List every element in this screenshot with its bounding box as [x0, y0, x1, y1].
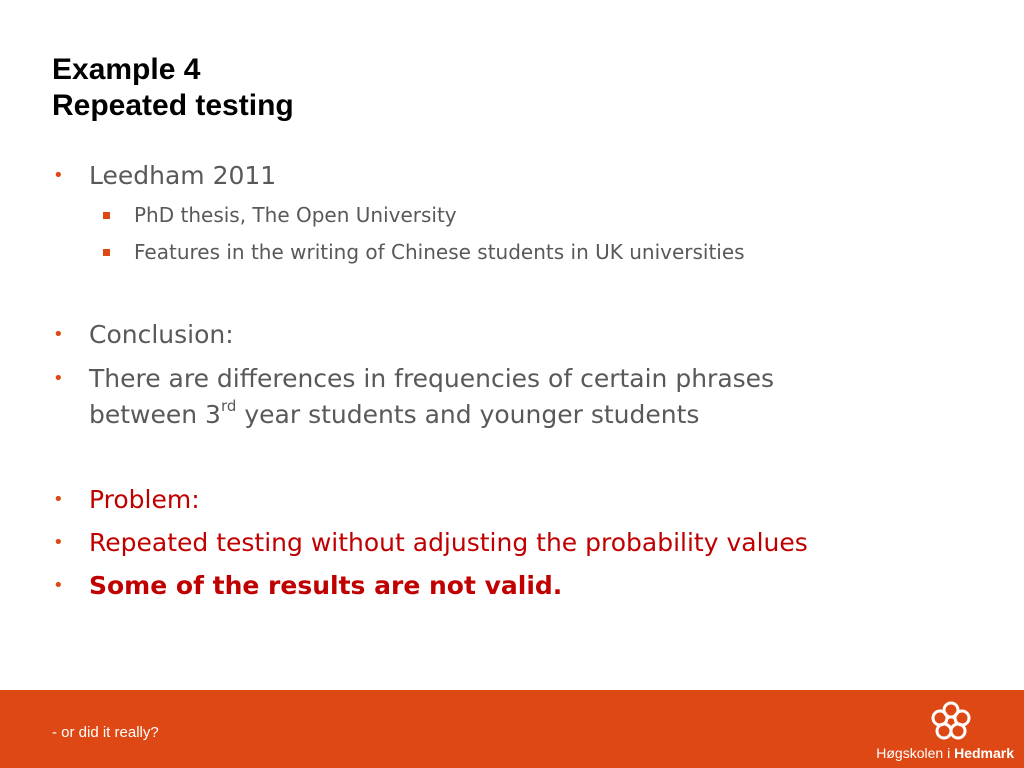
problem-text: Repeated testing without adjusting the probability values: [89, 528, 808, 557]
bullet-source-text: Leedham 2011: [89, 161, 277, 190]
ordinal-suffix: rd: [220, 396, 237, 415]
footer-bar: [0, 690, 1024, 768]
bullet-dot: •: [53, 165, 64, 186]
bullet-dot: •: [53, 489, 64, 510]
sub-bullet-thesis-text: PhD thesis, The Open University: [134, 203, 457, 227]
conclusion-text: [89, 361, 969, 433]
bullet-dot: •: [53, 575, 64, 596]
slide-title-line-1: Example 4: [52, 53, 201, 86]
bullet-dot: •: [53, 532, 64, 553]
logo-text-name: Hedmark: [954, 745, 1014, 761]
conclusion-text-line-1: There are differences in frequencies of certain phrases: [89, 364, 775, 393]
conclusion-text-line-2b: year students and younger students: [236, 400, 700, 429]
knot-flower-icon: [929, 700, 973, 744]
square-bullet-icon: [103, 212, 110, 219]
slide-title-line-2: Repeated testing: [52, 89, 294, 122]
bullet-dot: •: [53, 324, 64, 345]
square-bullet-icon: [103, 249, 110, 256]
conclusion-label: Conclusion:: [89, 320, 234, 349]
problem-emphasis: Some of the results are not valid.: [89, 571, 563, 600]
problem-label: Problem:: [89, 485, 200, 514]
logo-wordmark: [876, 745, 1014, 761]
footer-note: - or did it really?: [52, 724, 159, 741]
bullet-dot: •: [53, 368, 64, 389]
logo-text-prefix: Høgskolen i: [876, 745, 955, 761]
slide-title: [52, 52, 294, 124]
sub-bullet-features-text: Features in the writing of Chinese students in UK universities: [134, 240, 745, 264]
conclusion-text-line-2a: between 3: [89, 400, 221, 429]
